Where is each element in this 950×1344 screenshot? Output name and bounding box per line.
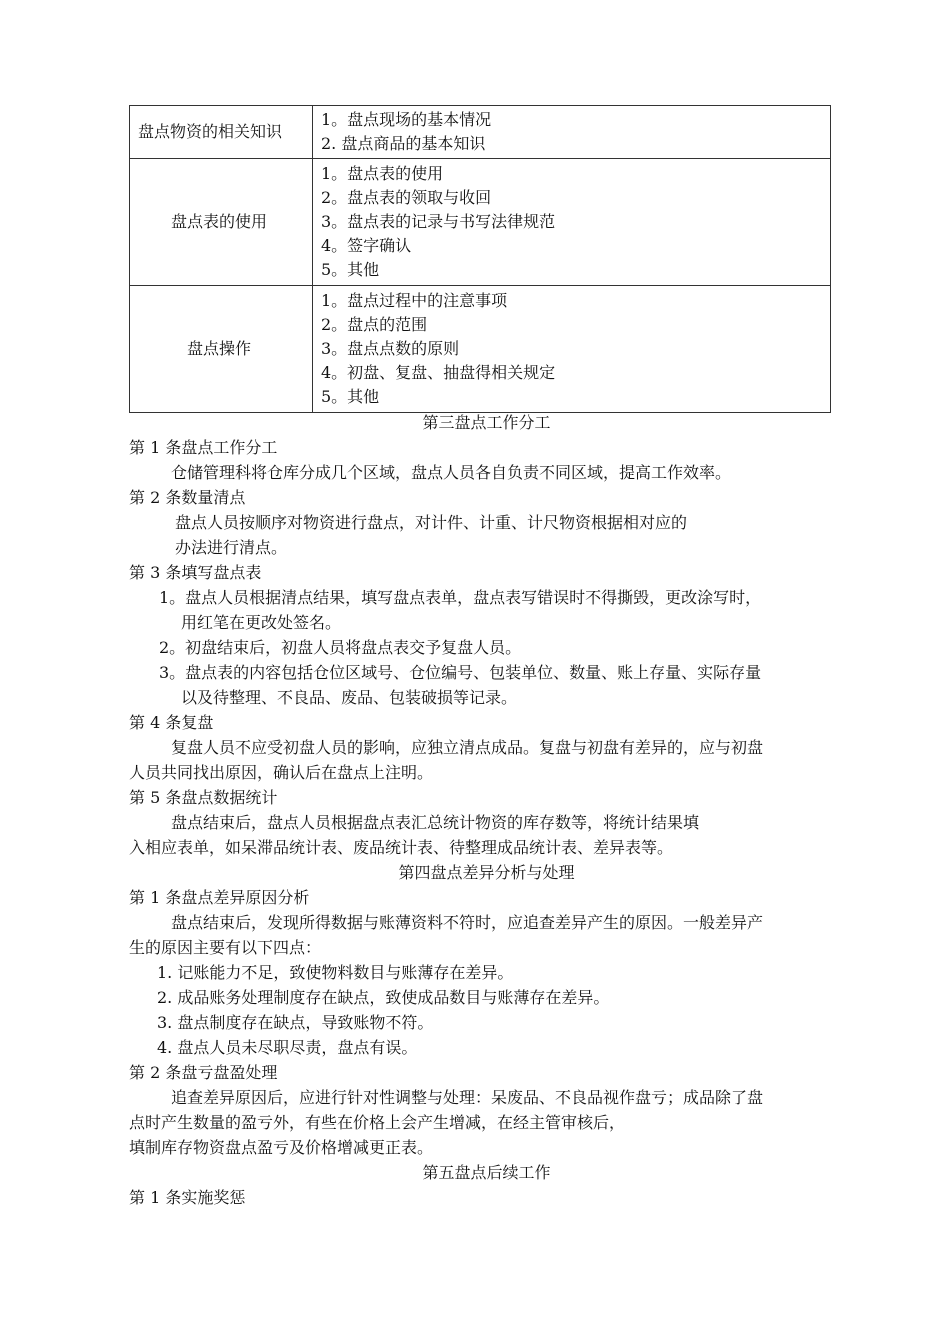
list-item: 1。盘点表的使用 bbox=[321, 164, 444, 183]
row-label-text: 盘点物资的相关知识 bbox=[138, 122, 283, 141]
row-label-text: 盘点操作 bbox=[186, 339, 251, 358]
article-title: 第 3 条填写盘点表 bbox=[129, 563, 262, 582]
list-item: 2. 成品账务处理制度存在缺点，致使成品数目与账薄存在差异。 bbox=[157, 988, 610, 1007]
paragraph-line: 点时产生数量的盈亏外，有些在价格上会产生增减，在经主管审核后， bbox=[129, 1113, 626, 1132]
paragraph-line: 追查差异原因后，应进行针对性调整与处理：呆废品、不良品视作盘亏；成品除了盘 bbox=[171, 1088, 764, 1107]
paragraph-line: 入相应表单，如呆滞品统计表、废品统计表、待整理成品统计表、差异表等。 bbox=[129, 838, 674, 857]
table-row-items bbox=[313, 106, 831, 159]
article-title: 第 4 条复盘 bbox=[129, 713, 214, 732]
table-row bbox=[130, 286, 831, 413]
section-title: 第四盘点差异分析与处理 bbox=[398, 863, 575, 882]
table-row bbox=[130, 159, 831, 286]
list-item: 4. 盘点人员未尽职尽责，盘点有误。 bbox=[157, 1038, 418, 1057]
list-item: 2。初盘结束后，初盘人员将盘点表交予复盘人员。 bbox=[159, 638, 522, 657]
paragraph-line: 办法进行清点。 bbox=[175, 538, 288, 557]
article-title: 第 2 条数量清点 bbox=[129, 488, 246, 507]
article-title: 第 1 条盘点工作分工 bbox=[129, 438, 278, 457]
table-row bbox=[130, 106, 831, 159]
list-item: 1。盘点人员根据清点结果，填写盘点表单，盘点表写错误时不得撕毁，更改涂写时， bbox=[159, 588, 762, 607]
section-title: 第五盘点后续工作 bbox=[422, 1163, 551, 1182]
row-label-text: 盘点表的使用 bbox=[170, 212, 267, 231]
list-item: 1。盘点现场的基本情况 bbox=[321, 110, 492, 129]
list-item: 3。盘点点数的原则 bbox=[321, 339, 460, 358]
list-item: 5。其他 bbox=[321, 260, 380, 279]
list-item: 5。其他 bbox=[321, 387, 380, 406]
list-item: 2。盘点表的领取与收回 bbox=[321, 188, 492, 207]
section-title: 第三盘点工作分工 bbox=[422, 413, 551, 432]
list-item-continuation: 以及待整理、不良品、废品、包装破损等记录。 bbox=[181, 688, 518, 707]
article-title: 第 1 条盘点差异原因分析 bbox=[129, 888, 310, 907]
paragraph: 仓储管理科将仓库分成几个区域，盘点人员各自负责不同区域，提高工作效率。 bbox=[171, 463, 732, 482]
table-row-label bbox=[130, 106, 313, 159]
document-body bbox=[129, 410, 844, 1210]
inventory-knowledge-table bbox=[129, 105, 831, 413]
list-item: 4。初盘、复盘、抽盘得相关规定 bbox=[321, 363, 556, 382]
paragraph-line: 复盘人员不应受初盘人员的影响，应独立清点成品。复盘与初盘有差异的，应与初盘 bbox=[171, 738, 764, 757]
article-title: 第 1 条实施奖惩 bbox=[129, 1188, 246, 1207]
list-item: 3。盘点表的记录与书写法律规范 bbox=[321, 212, 556, 231]
paragraph-line: 盘点人员按顺序对物资进行盘点，对计件、计重、计尺物资根据相对应的 bbox=[175, 513, 688, 532]
table-row-items bbox=[313, 159, 831, 286]
table-row-label bbox=[130, 286, 313, 413]
list-item: 2。盘点的范围 bbox=[321, 315, 428, 334]
article-title: 第 2 条盘亏盘盈处理 bbox=[129, 1063, 278, 1082]
paragraph-line: 盘点结束后，发现所得数据与账薄资料不符时，应追查差异产生的原因。一般差异产 bbox=[171, 913, 764, 932]
paragraph-line: 盘点结束后，盘点人员根据盘点表汇总统计物资的库存数等，将统计结果填 bbox=[171, 813, 700, 832]
list-item: 2. 盘点商品的基本知识 bbox=[321, 134, 486, 153]
list-item: 1。盘点过程中的注意事项 bbox=[321, 291, 508, 310]
list-item: 4。签字确认 bbox=[321, 236, 412, 255]
article-title: 第 5 条盘点数据统计 bbox=[129, 788, 278, 807]
paragraph-line: 生的原因主要有以下四点： bbox=[129, 938, 322, 957]
paragraph-line: 人员共同找出原因，确认后在盘点上注明。 bbox=[129, 763, 434, 782]
table-row-items bbox=[313, 286, 831, 413]
list-item-continuation: 用红笔在更改处签名。 bbox=[181, 613, 342, 632]
list-item: 3. 盘点制度存在缺点，导致账物不符。 bbox=[157, 1013, 434, 1032]
table-row-label bbox=[130, 159, 313, 286]
list-item: 3。盘点表的内容包括仓位区域号、仓位编号、包装单位、数量、账上存量、实际存量 bbox=[159, 663, 762, 682]
paragraph-line: 填制库存物资盘点盈亏及价格增减更正表。 bbox=[129, 1138, 434, 1157]
list-item: 1. 记账能力不足，致使物料数目与账薄存在差异。 bbox=[157, 963, 514, 982]
